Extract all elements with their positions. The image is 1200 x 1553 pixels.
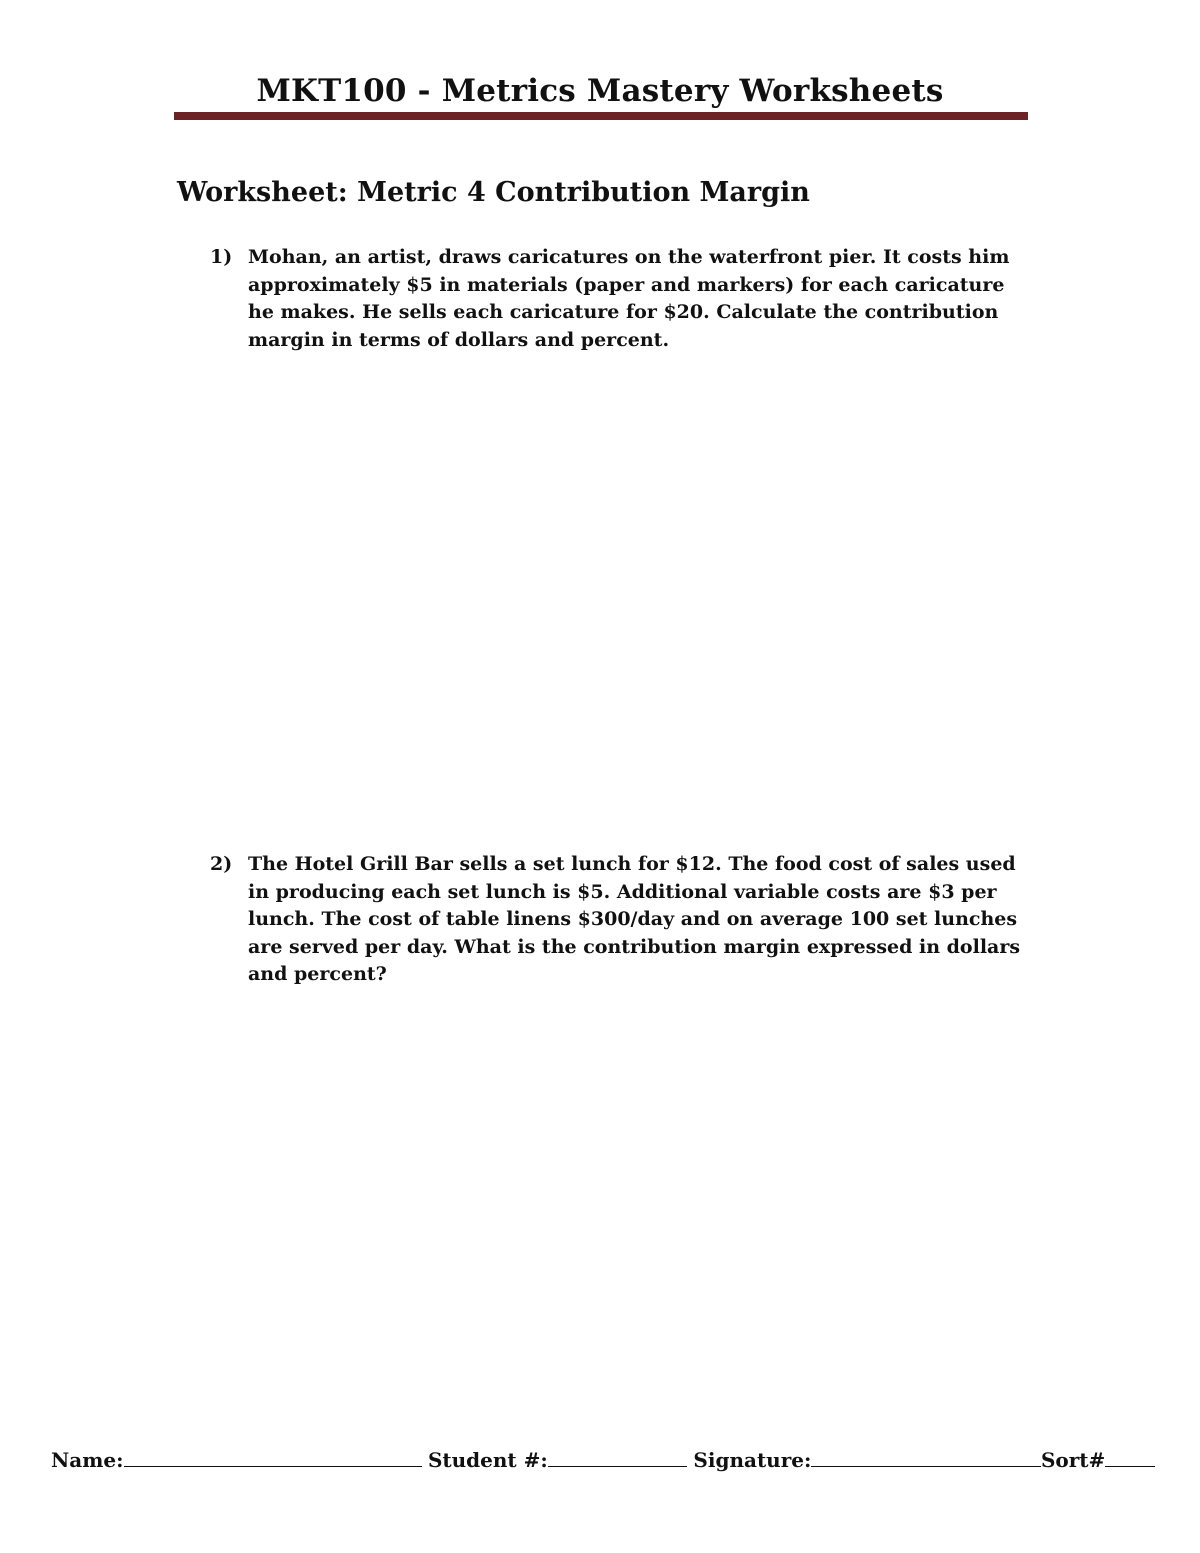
question-number: 2) [210, 853, 233, 875]
question-text: The Hotel Grill Bar sells a set lunch for $12. The food cost of sales used in producing each set lunch is $5. Additional variable costs are $3 per lunch. The cost of table linens $300/day and on average 100 set lunches are served per day. What is the contribution margin expressed in dollars and percent? [248, 853, 1021, 985]
sort-number-blank-line[interactable] [1105, 1446, 1155, 1467]
question-text: Mohan, an artist, draws caricatures on the waterfront pier. It costs him approximately $5 in materials (paper and markers) for each caricature he makes. He sells each caricature for $20. Calculate the contribution margin in terms of dollars and percent. [248, 246, 1010, 351]
signature-blank-line[interactable] [811, 1446, 1041, 1467]
title-divider-rule [174, 112, 1028, 120]
document-title: MKT100 - Metrics Mastery Worksheets [256, 73, 944, 109]
student-number-label: Student #: [427, 1448, 548, 1472]
name-label: Name: [51, 1448, 124, 1472]
student-number-blank-line[interactable] [548, 1446, 688, 1467]
question-1 [210, 244, 1030, 354]
sort-number-label: Sort# [1040, 1448, 1106, 1472]
student-info-footer [51, 1445, 1161, 1475]
question-number: 1) [210, 246, 233, 268]
question-2 [210, 851, 1030, 989]
signature-label: Signature: [693, 1448, 812, 1472]
worksheet-heading: Worksheet: Metric 4 Contribution Margin [177, 177, 810, 208]
name-blank-line[interactable] [124, 1446, 422, 1467]
